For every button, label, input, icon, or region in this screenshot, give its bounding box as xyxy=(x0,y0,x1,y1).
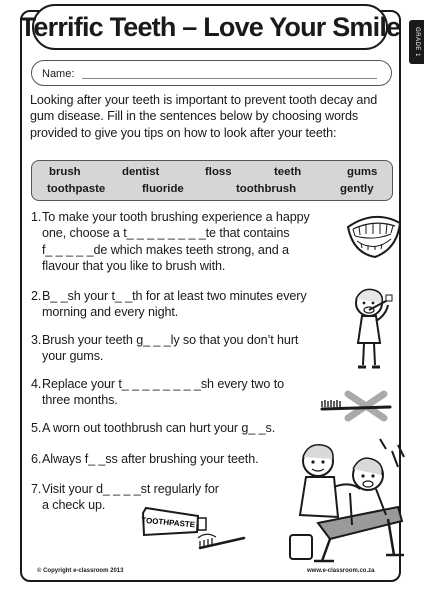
question-line: Replace your t_ _ _ _ _ _ _ _sh every two to xyxy=(42,377,285,391)
question-line: To make your tooth brushing experience a happy xyxy=(42,210,310,224)
toothpaste-tube-icon xyxy=(140,505,245,560)
question-number: 1. xyxy=(31,210,42,224)
instructions-text: Looking after your teeth is important to prevent tooth decay and gum disease. Fill in the sentences below by choosing words provided to give you tips on how to look after your teeth: xyxy=(30,93,378,140)
website-url: www.e-classroom.co.za xyxy=(307,568,375,574)
word-bank-word: toothpaste xyxy=(47,183,106,195)
question-5 xyxy=(31,420,275,436)
dentist-visit-icon xyxy=(290,437,408,565)
question-number: 6. xyxy=(31,452,42,466)
question-line: Visit your d_ _ _ _st regularly for xyxy=(42,482,219,496)
name-field[interactable] xyxy=(31,60,392,86)
question-line: B_ _sh your t_ _th for at least two minutes every xyxy=(42,289,307,303)
word-bank xyxy=(31,160,393,201)
question-line: morning and every night. xyxy=(42,305,179,320)
question-3 xyxy=(31,332,298,365)
copyright-text: © Copyright e-classroom 2013 xyxy=(37,568,124,574)
grade-tab xyxy=(409,20,424,64)
question-line: three months. xyxy=(42,393,118,408)
page-title: Terrific Teeth – Love Your Smile xyxy=(19,11,401,42)
toothpaste-brand-text: TOOTHPASTE xyxy=(140,515,196,530)
question-line: Always f_ _ss after brushing your teeth. xyxy=(42,452,259,466)
toothbrush-cross-icon xyxy=(318,390,394,424)
question-line: a check up. xyxy=(42,498,106,513)
question-line: one, choose a t_ _ _ _ _ _ _ _te that contains xyxy=(42,226,290,241)
grade-tab-label: GRADE 1 xyxy=(413,27,420,57)
word-bank-word: fluoride xyxy=(142,183,184,195)
question-line: your gums. xyxy=(42,349,104,364)
question-number: 7. xyxy=(31,482,42,496)
word-bank-word: gently xyxy=(340,183,374,195)
question-number: 4. xyxy=(31,377,42,391)
word-bank-word: brush xyxy=(49,166,81,178)
question-number: 2. xyxy=(31,289,42,303)
question-6 xyxy=(31,451,259,467)
word-bank-word: toothbrush xyxy=(236,183,297,195)
question-line: flavour that you like to brush with. xyxy=(42,259,226,274)
question-number: 3. xyxy=(31,333,42,347)
question-number: 5. xyxy=(31,421,42,435)
name-write-line[interactable] xyxy=(82,78,377,79)
smiling-mouth-icon xyxy=(345,213,403,265)
title-banner xyxy=(19,4,401,50)
question-line: A worn out toothbrush can hurt your g_ _s. xyxy=(42,421,276,435)
question-4 xyxy=(31,376,284,409)
question-2 xyxy=(31,288,307,321)
question-line: Brush your teeth g_ _ _ly so that you don’t hurt xyxy=(42,333,299,347)
name-label: Name: xyxy=(42,68,75,80)
question-line: f_ _ _ _ _de which makes teeth strong, and a xyxy=(42,242,289,257)
word-bank-word: teeth xyxy=(274,166,302,178)
word-bank-word: gums xyxy=(347,166,378,178)
word-bank-word: dentist xyxy=(122,166,160,178)
question-1 xyxy=(31,209,310,275)
girl-brushing-teeth-icon xyxy=(344,285,402,375)
word-bank-word: floss xyxy=(205,166,232,178)
